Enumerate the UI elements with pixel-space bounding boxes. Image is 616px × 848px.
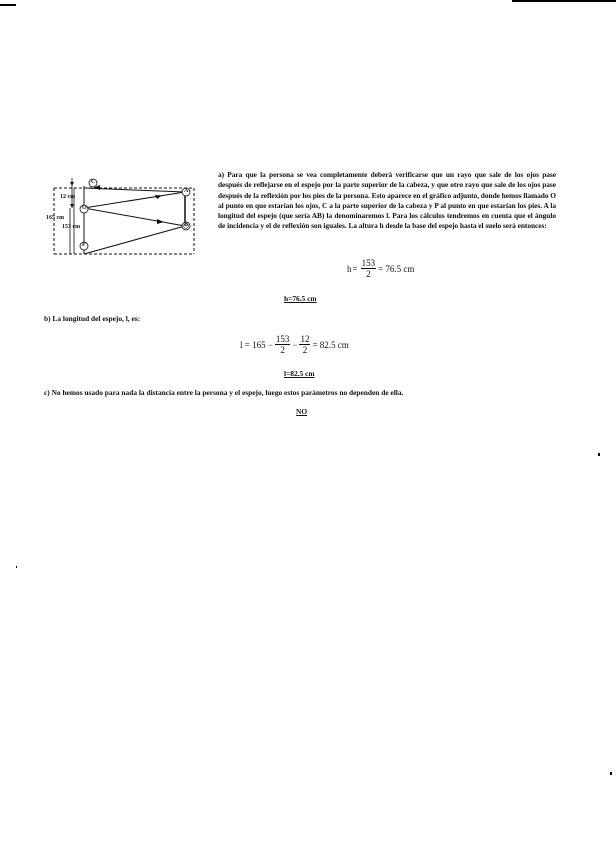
scan-dot-bottom-right <box>610 772 612 775</box>
eq-l-lhs: l = 165 − <box>240 339 273 350</box>
eq-h-den: 2 <box>366 269 371 279</box>
eq-h-num: 153 <box>361 258 376 268</box>
eq-l-num2: 12 <box>300 334 310 344</box>
scan-dot-right <box>598 453 600 456</box>
eq-l-rhs: = 82.5 cm <box>312 339 349 350</box>
eq-h-eq: = <box>352 263 358 274</box>
label-point-c: C <box>91 179 96 185</box>
scan-mark-top-right <box>512 0 616 2</box>
mirror-diagram <box>44 174 204 262</box>
part-a-text: a) Para que la persona se vea completamente deberá verificarse que un rayo que sale de los ojos pase después de reflejarse en el espejo por la parte superior de la cabeza, y que otro rayo que sale de los ojos pase después de la reflexión por los pies de la persona. Esto aparece en el gráfico adjunto, donde hemos llamado O al punto en que estarían los ojos, C a la parte superior de la cabeza y P al punto en que estarían los pies. A la longitud del espejo (que sería AB) la denominaremos l. Para los cálculos tendremos en cuenta que el ángulo de incidencia y el de reflexión son iguales. La altura h desde la base del espejo hasta el suelo será entonces: <box>218 170 556 231</box>
part-b-text: b) La longitud del espejo, l, es: <box>44 314 141 323</box>
eq-l-fraction-2 <box>299 334 310 355</box>
eq-l-num1: 153 <box>275 334 290 344</box>
label-point-o: O <box>82 205 87 211</box>
eq-l-fraction-1 <box>275 334 291 355</box>
equation-h <box>347 258 414 279</box>
part-c-text: c) No hemos usado para nada la distancia entre la persona y el espejo, luego estos parámetros no dependen de ella. <box>44 388 404 397</box>
label-153cm: 153 cm <box>62 224 81 230</box>
label-point-p: P <box>82 242 86 248</box>
result-h: h=76.5 cm <box>284 294 317 303</box>
label-point-b: B <box>184 222 189 228</box>
result-l: l=82.5 cm <box>284 369 315 378</box>
label-12cm: 12 cm <box>60 194 76 200</box>
eq-l-minus: − <box>292 339 298 350</box>
scan-mark-top-left <box>0 4 16 6</box>
eq-h-rhs: = 76.5 cm <box>378 263 415 274</box>
label-point-a: A <box>184 188 189 194</box>
eq-h-lhs: h <box>347 263 352 274</box>
eq-h-fraction <box>361 258 377 279</box>
result-c: NO <box>296 407 308 416</box>
eq-l-den2: 2 <box>302 345 308 355</box>
label-165cm: 165 cm <box>46 215 65 221</box>
equation-l <box>240 334 349 355</box>
scan-dot-left <box>16 566 17 568</box>
eq-l-den1: 2 <box>280 345 285 355</box>
